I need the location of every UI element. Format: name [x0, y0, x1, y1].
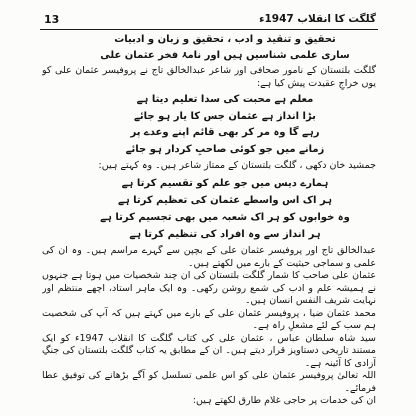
body-paragraph: عبدالخالق تاج اور پروفیسر عثمان علی کے بچپن سے گہرے مراسم ہیں۔ وہ ان کی علمی و سماجی حیثیت کے بارے میں لکھتے ہیں۔ — [42, 245, 376, 269]
body-paragraph: سید شاہ سلطان عباس ، عثمان علی کی کتاب گلگت کا انقلاب 1947ء کو ایک مستند تاریخی دستاویز قرار دیتے ہیں۔ ان کے مطابق یہ کتاب گلگت بلتستان کی جنگِ آزادی کا آئینہ ہے۔ — [42, 332, 376, 369]
verse-line: ہر اک اس واسطے عثمان کی تعظیم کرتا ہے — [117, 195, 333, 206]
verse-line: وہ خوابوں کو ہر اک شعبہ میں بھی تجسیم کرتا ہے — [100, 212, 350, 223]
verse-line: ساری علمی شناسیں ہیں اور نامۂ فخر عثمان علی — [100, 50, 350, 61]
verse-line: ہر انداز سے وہ افراد کی تنظیم کرتا ہے — [129, 229, 321, 240]
intro-taj-paragraph — [42, 64, 376, 90]
verse-line: تحقیق و تنقید و ادب ، تحقیق و زبان و ادبیات — [114, 34, 336, 45]
running-title: گلگت کا انقلاب 1947ء — [259, 13, 376, 25]
opening-verse — [90, 32, 360, 64]
paragraph-text: جمشید خان دکھی ، گلگت بلتستان کے ممتاز شاعر ہیں۔ وہ کہتے ہیں: — [98, 160, 376, 171]
paragraph-text: گلگت بلتستان کے نامور صحافی اور شاعر عبدالخالق تاج نے پروفیسر عثمان علی کو یوں خراجِ عقیدت پیش کیا ہے: — [42, 65, 376, 89]
page-header — [40, 10, 378, 30]
body-paragraph: عثمان علی صاحب کا شمار گلگت بلتستان کی ان چند شخصیات میں ہوتا ہے جنہوں نے ہمیشہ علم و ادب کی شمع روشن رکھی۔ وہ ایک ماہر استاد، اچھے منتظم اور نہایت شریف النفس انسان ہیں۔ — [42, 270, 376, 306]
body-paragraph: ان کی خدمات پر حاجی غلام طارق لکھتے ہیں: — [192, 395, 376, 406]
verse-line: زمانے میں جو کوئی صاحبِ کردار ہو جائے — [125, 143, 325, 155]
body-text — [42, 245, 376, 414]
verse-line: معلم ہے محبت کی سدا تعلیم دیتا ہے — [136, 94, 314, 105]
verse-line: بڑا انداز ہے عثمان جس کا یار ہو جائے — [134, 110, 316, 122]
page-number: 13 — [44, 13, 60, 26]
dukhi-verse — [90, 175, 360, 243]
taj-verse — [90, 92, 360, 158]
body-paragraph: اللہ تعالیٰ پروفیسر عثمان علی کو اس علمی تسلسل کو آگے بڑھانے کی توفیق عطا فرمائے۔ — [42, 370, 376, 394]
verse-line: ہمارے دیس میں جو علم کو تقسیم کرتا ہے — [121, 178, 329, 189]
verse-line: رہے گا وہ مر کر بھی قائم اپنے وعدے پر — [130, 127, 320, 138]
body-paragraph: محمد عثمان ضیا ، پروفیسر عثمان علی کے بارے میں کہتے ہیں کہ آپ کی شخصیت ہم سب کے لئے مشعلِ راہ ہے۔ — [42, 307, 376, 331]
intro-dukhi-paragraph — [42, 159, 376, 173]
